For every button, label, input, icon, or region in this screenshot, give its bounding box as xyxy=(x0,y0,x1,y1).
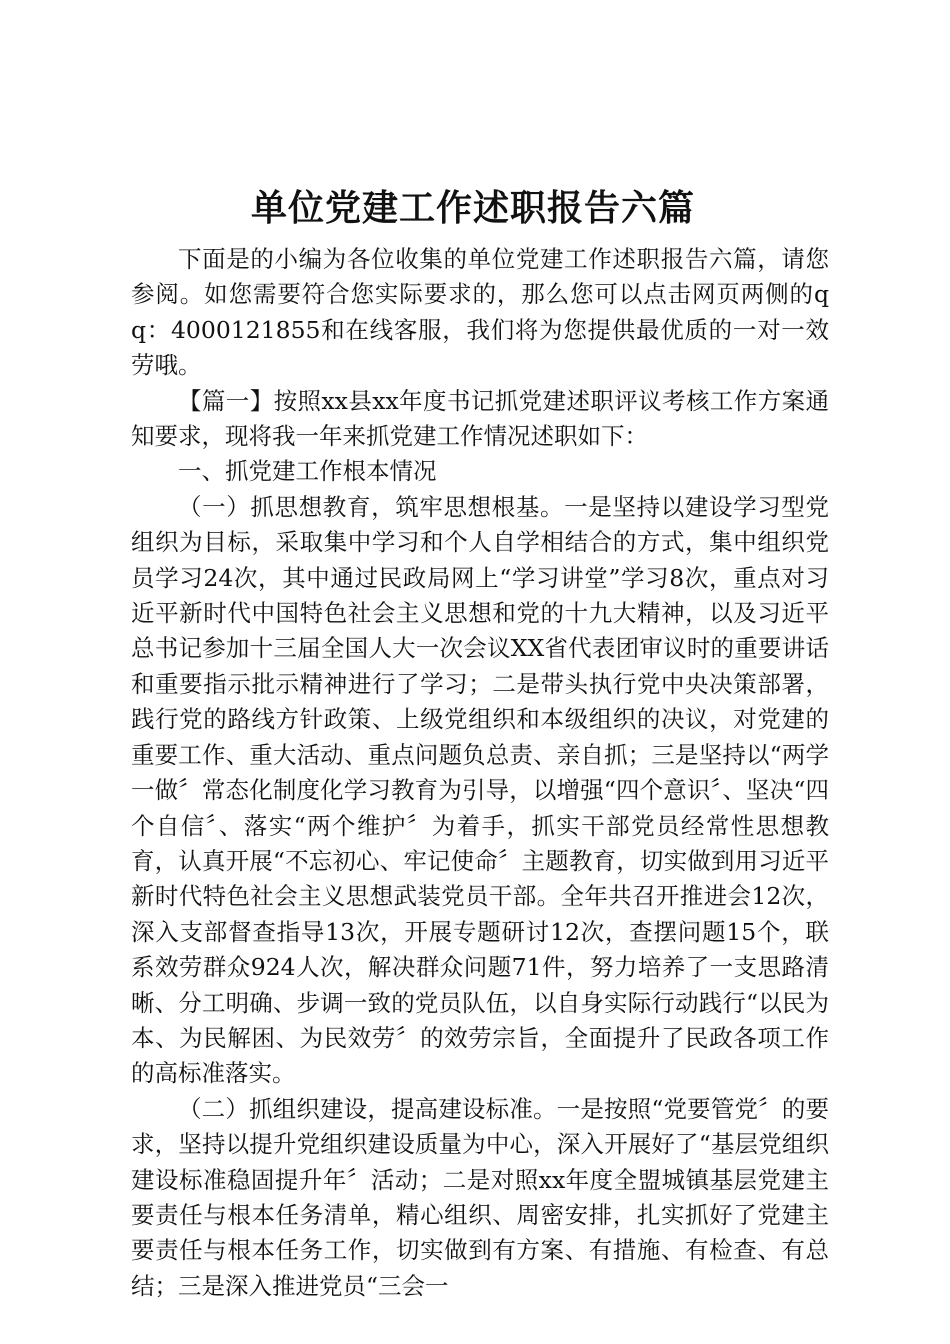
body-paragraph-3: （二）抓组织建设，提高建设标准。一是按照“党要管党〞的要求，坚持以提升党组织建设质量为中心，深入开展好了“基层党组织建设标准稳固提升年〞活动；二是对照xx年度全盟城镇基层党建主要责任与根本任务清单，精心组织、周密安排，扎实抓好了党建主要责任与根本任务工作，切实做到有方案、有措施、有检查、有总结；三是深入推进党员“三会一 xyxy=(131,1094,829,1300)
document-page xyxy=(131,180,829,1304)
section-heading: 一、抓党建工作根本情况 xyxy=(178,457,437,486)
document-title: 单位党建工作述职报告六篇 xyxy=(250,187,695,229)
body-paragraph-2: （一）抓思想教育，筑牢思想根基。一是坚持以建设学习型党组织为目标，采取集中学习和个人自学相结合的方式，集中组织党员学习24次，其中通过民政局网上“学习讲堂”学习8次，重点对习近平新时代中国特色社会主义思想和党的十九大精神，以及习近平总书记参加十三届全国人大一次会议XX省代表团审议时的重要讲话和重要指示批示精神进行了学习；二是带头执行党中央决策部署，践行党的路线方针政策、上级党组织和本级组织的决议，对党建的重要工作、重大活动、重点问题负总责、亲自抓；三是坚持以“两学一做〞常态化制度化学习教育为引导，以增强“四个意识〞、坚决“四个自信〞、落实“两个维护〞为着手，抓实干部党员经常性思想教育，认真开展“不忘初心、牢记使命〞主题教育，切实做到用习近平新时代特色社会主义思想武装党员干部。全年共召开推进会12次，深入支部督查指导13次，开展专题研讨12次，查摆问题15个，联系效劳群众924人次，解决群众问题71件，努力培养了一支思路清晰、分工明确、步调一致的党员队伍，以自身实际行动践行“以民为本、为民解困、为民效劳〞的效劳宗旨，全面提升了民政各项工作的高标准落实。 xyxy=(131,492,829,1088)
body-paragraph-1: 【篇一】按照xx县xx年度书记抓党建述职评议考核工作方案通知要求，现将我一年来抓党建工作情况述职如下： xyxy=(131,386,829,451)
intro-paragraph: 下面是的小编为各位收集的单位党建工作述职报告六篇，请您参阅。如您需要符合您实际要求的，那么您可以点击网页两侧的qq：4000121855和在线客服，我们将为您提供最优质的一对一效劳哦。 xyxy=(131,245,829,380)
